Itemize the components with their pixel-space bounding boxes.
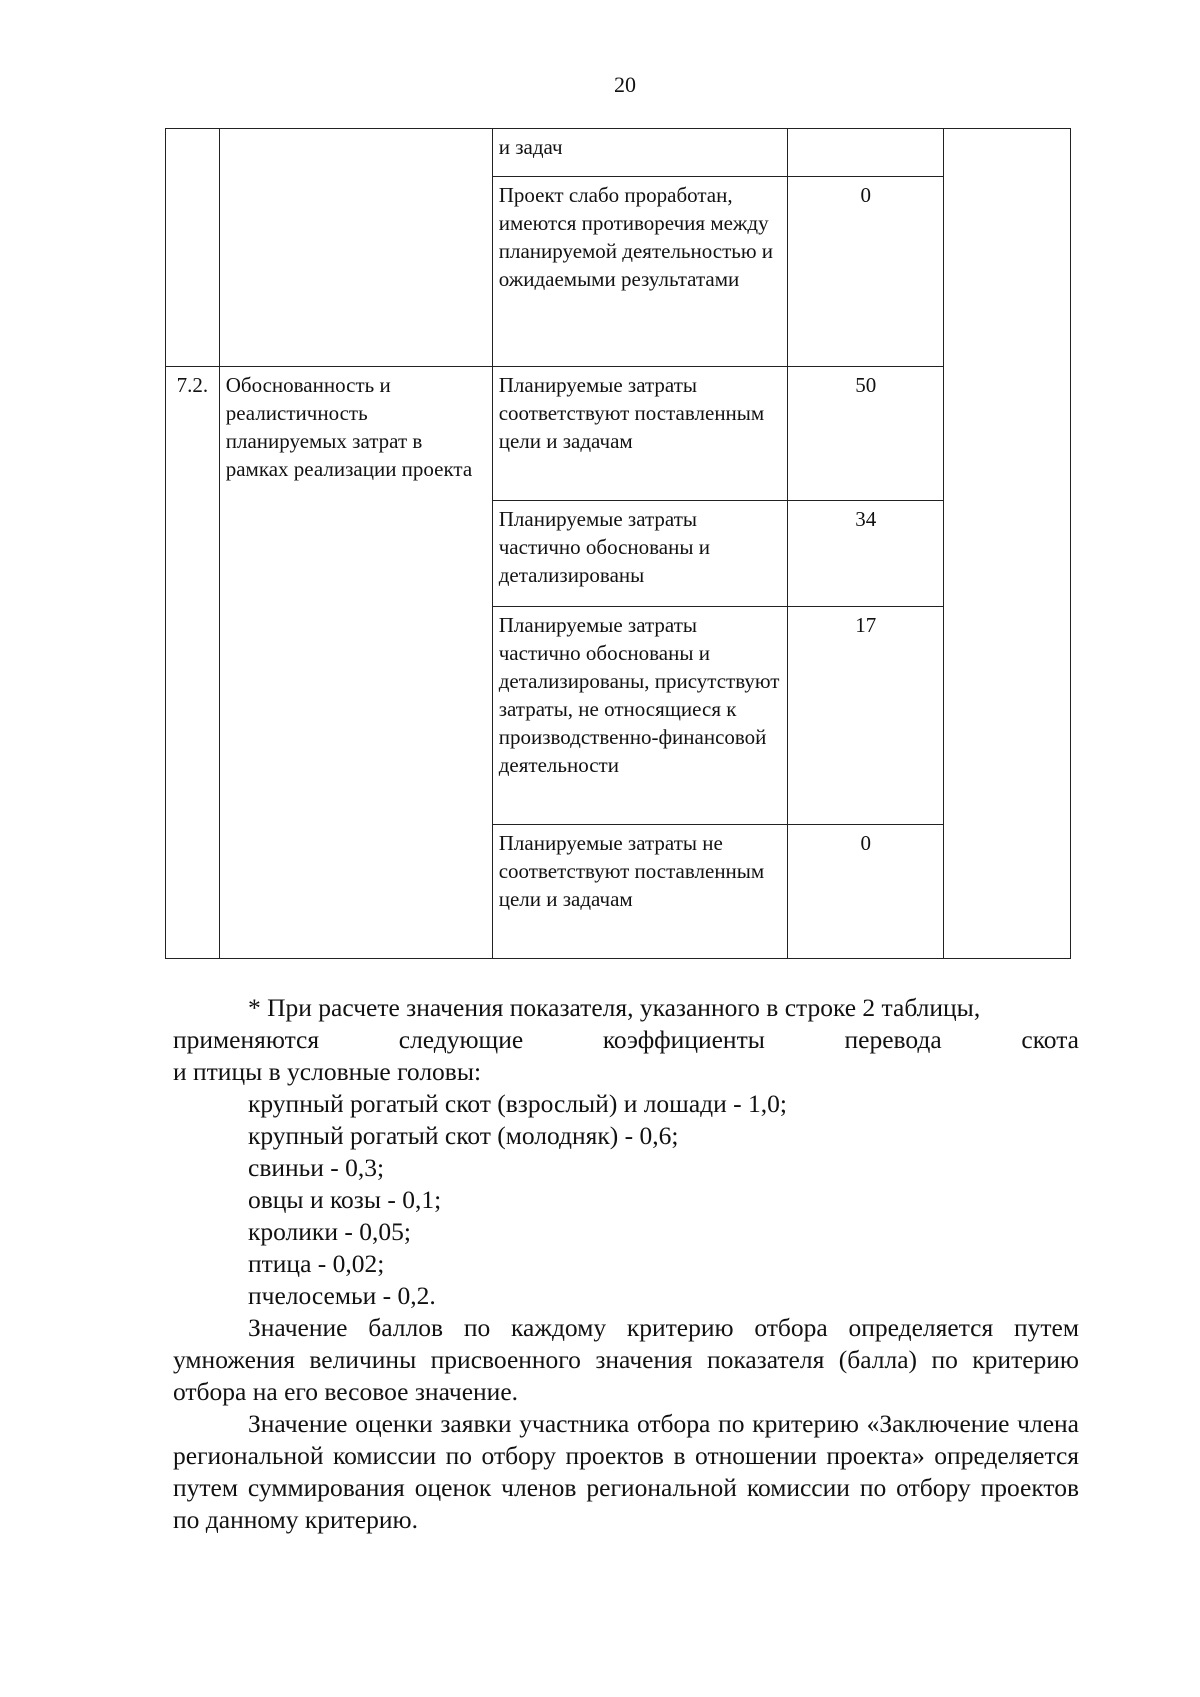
description-cell: Планируемые затраты частично обоснованы и детализированы, присутствуют затраты, не относящиеся к производственно-финансовой деятельности bbox=[492, 607, 788, 825]
table-row bbox=[166, 367, 1071, 501]
description-cell: Планируемые затраты соответствуют поставленным цели и задачам bbox=[492, 367, 788, 501]
description-cell: и задач bbox=[492, 129, 788, 177]
criterion-cell: Обоснованность и реалистичность планируемых затрат в рамках реализации проекта bbox=[219, 367, 492, 959]
footnote-line: * При расчете значения показателя, указанного в строке 2 таблицы, bbox=[248, 993, 981, 1022]
score-cell: 34 bbox=[788, 501, 944, 607]
coefficient-item: кролики - 0,05; bbox=[248, 1217, 411, 1246]
coefficient-item: крупный рогатый скот (взрослый) и лошади - 1,0; bbox=[248, 1089, 787, 1118]
notes-section bbox=[173, 992, 1079, 1536]
score-cell: 0 bbox=[788, 177, 944, 367]
coefficient-item: птица - 0,02; bbox=[248, 1249, 385, 1278]
paragraph-commission: Значение оценки заявки участника отбора по критерию «Заключение члена региональной комиссии по отбору проектов в отношении проекта» определяется путем суммирования оценок членов региональной комиссии по отбору проектов по данному критерию. bbox=[173, 1409, 1079, 1534]
description-cell: Планируемые затраты частично обоснованы и детализированы bbox=[492, 501, 788, 607]
coefficient-item: овцы и козы - 0,1; bbox=[248, 1185, 442, 1214]
score-cell bbox=[788, 129, 944, 177]
paragraph-scoring: Значение баллов по каждому критерию отбора определяется путем умножения величины присвоенного значения показателя (балла) по критерию отбора на его весовое значение. bbox=[173, 1313, 1079, 1406]
weight-cell bbox=[944, 129, 1071, 959]
description-cell: Планируемые затраты не соответствуют поставленным цели и задачам bbox=[492, 825, 788, 959]
footnote-line: применяются следующие коэффициенты перевода скота bbox=[173, 1025, 1079, 1054]
description-cell: Проект слабо проработан, имеются противоречия между планируемой деятельностью и ожидаемыми результатами bbox=[492, 177, 788, 367]
criteria-table bbox=[165, 128, 1071, 959]
score-cell: 17 bbox=[788, 607, 944, 825]
row-number-cell bbox=[166, 129, 220, 367]
row-number-cell: 7.2. bbox=[166, 367, 220, 959]
coefficient-item: пчелосемьи - 0,2. bbox=[248, 1281, 436, 1310]
page-number: 20 bbox=[614, 72, 636, 97]
score-cell: 0 bbox=[788, 825, 944, 959]
table-row bbox=[166, 129, 1071, 177]
score-cell: 50 bbox=[788, 367, 944, 501]
coefficient-item: свиньи - 0,3; bbox=[248, 1153, 385, 1182]
coefficient-item: крупный рогатый скот (молодняк) - 0,6; bbox=[248, 1121, 679, 1150]
footnote-line: и птицы в условные головы: bbox=[173, 1057, 482, 1086]
criterion-cell bbox=[219, 129, 492, 367]
